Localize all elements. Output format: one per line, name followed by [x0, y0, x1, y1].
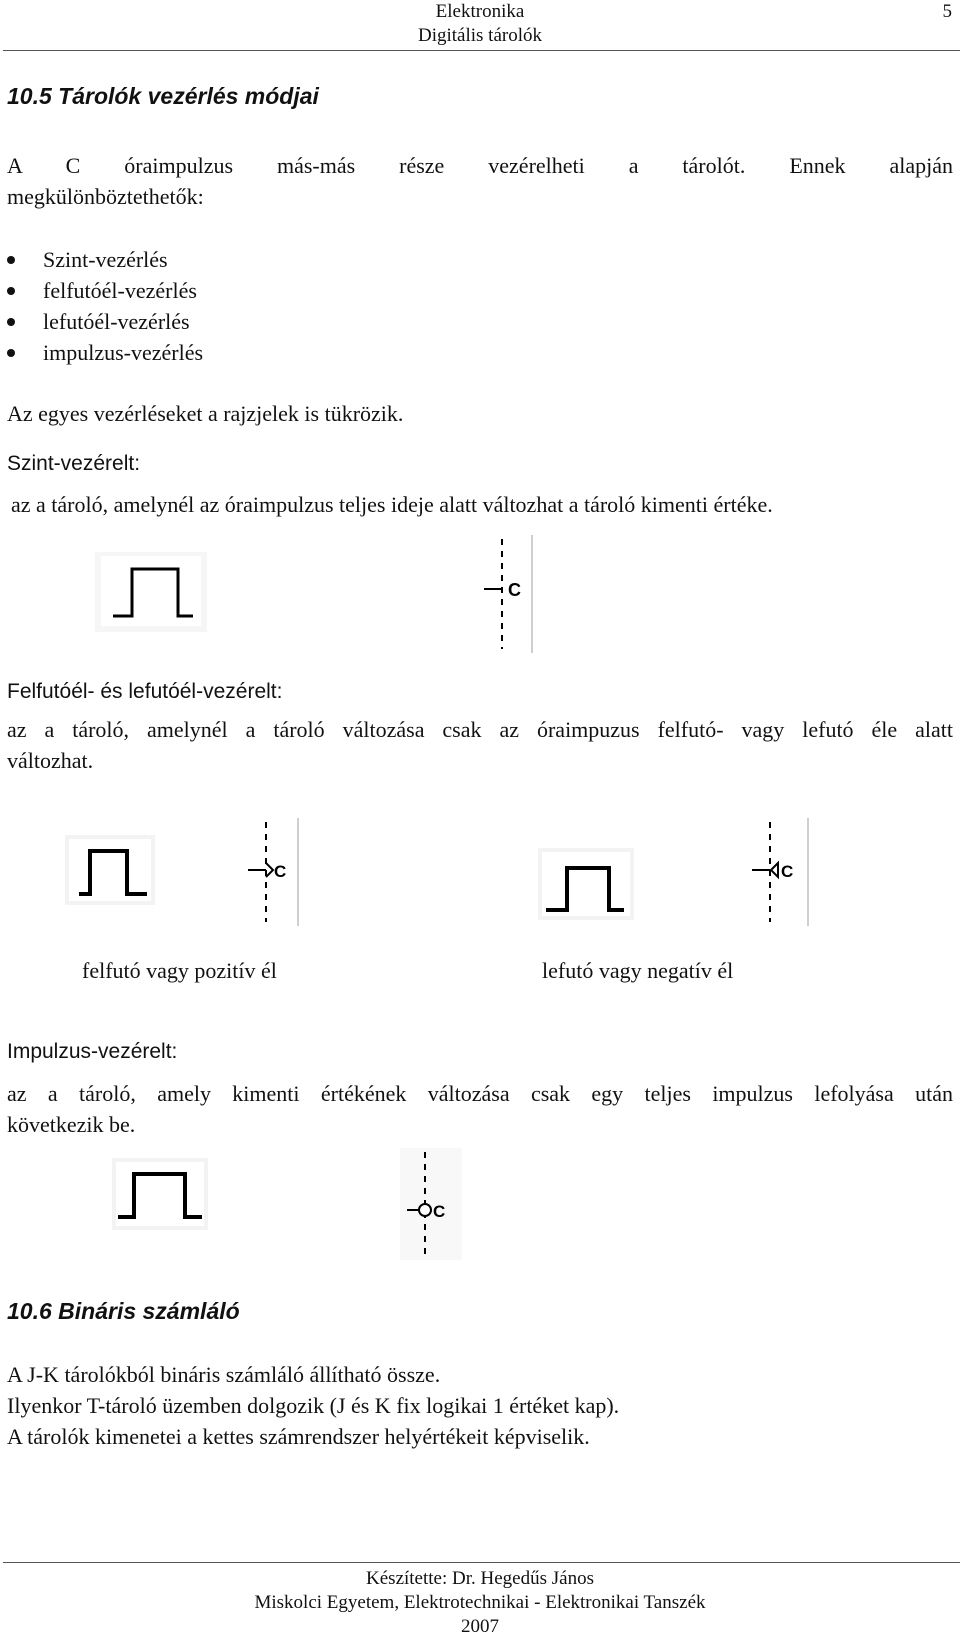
level-text: az a tároló, amelynél az óraimpulzus teljes ideje alatt változhat a tároló kimenti értéke.	[11, 492, 773, 517]
rising-edge-caption: felfutó vagy pozitív él	[82, 958, 277, 983]
counter-line-2: Ilyenkor T-tároló üzemben dolgozik (J és K fix logikai 1 értéket kap).	[7, 1393, 620, 1418]
footer-rule	[3, 1562, 960, 1563]
edge-triangle-icon	[266, 863, 273, 877]
edge-triangle-icon	[771, 863, 778, 877]
list-item	[7, 275, 203, 306]
list-item-label: lefutóél-vezérlés	[43, 309, 190, 334]
clock-label: C	[781, 862, 794, 881]
pulse-clock-symbol	[400, 1148, 466, 1260]
section-title-10-6: 10.6 Bináris számláló	[7, 1298, 240, 1324]
list-item	[7, 337, 203, 368]
figure-panel	[69, 839, 151, 901]
rising-edge-clock-symbol	[240, 818, 306, 926]
bullet-icon	[7, 318, 15, 326]
symbols-note: Az egyes vezérléseket a rajzjelek is tükrözik.	[7, 401, 404, 426]
pulse-heading: Impulzus-vezérelt:	[7, 1040, 178, 1063]
pulse-circle-icon	[419, 1204, 431, 1216]
list-item-label: impulzus-vezérlés	[43, 340, 204, 365]
header-rule	[3, 50, 960, 51]
list-item	[7, 306, 203, 337]
control-modes-list	[7, 244, 203, 368]
falling-edge-caption: lefutó vagy negatív él	[542, 958, 734, 983]
falling-edge-waveform	[538, 848, 634, 920]
header-subtitle: Digitális tárolók	[417, 25, 542, 46]
pulse-text-line-1: az a tároló, amely kimenti értékének változása csak egy teljes impulzus lefolyása után	[7, 1081, 953, 1106]
counter-line-3: A tárolók kimenetei a kettes számrendszer helyértékeit képviselik.	[7, 1424, 590, 1449]
intro-line-2: megkülönböztethetők:	[7, 184, 204, 209]
figure-panel	[542, 852, 630, 916]
falling-edge-clock-symbol	[740, 818, 816, 926]
list-item-label: felfutóél-vezérlés	[43, 278, 197, 303]
figure-background	[400, 1148, 462, 1260]
level-pulse-waveform	[95, 552, 207, 632]
edge-heading: Felfutóél- és lefutóél-vezérelt:	[7, 680, 283, 703]
pulse-text-line-2: következik be.	[7, 1112, 136, 1137]
bullet-icon	[7, 256, 15, 264]
footer-year: 2007	[461, 1616, 499, 1637]
edge-text-line-2: változhat.	[7, 748, 94, 773]
clock-label: C	[433, 1202, 446, 1221]
level-clock-symbol	[470, 535, 540, 653]
clock-label: C	[274, 862, 287, 881]
level-heading: Szint-vezérelt:	[7, 452, 141, 475]
section-title-10-5: 10.5 Tárolók vezérlés módjai	[7, 83, 319, 109]
list-item	[7, 244, 203, 275]
edge-text-line-1: az a tároló, amelynél a tároló változása csak az óraimpuzus felfutó- vagy lefutó éle alatt	[7, 717, 953, 742]
list-item-label: Szint-vezérlés	[43, 247, 168, 272]
header-title: Elektronika	[435, 1, 525, 22]
bullet-icon	[7, 287, 15, 295]
page-number: 5	[942, 1, 952, 22]
footer-author: Készítette: Dr. Hegedűs János	[366, 1568, 594, 1589]
counter-line-1: A J-K tárolókból bináris számláló állítható össze.	[7, 1362, 441, 1387]
pulse-waveform	[112, 1158, 208, 1230]
footer-institution: Miskolci Egyetem, Elektrotechnikai - Elektronikai Tanszék	[254, 1592, 706, 1613]
rising-edge-waveform	[65, 835, 155, 905]
clock-label: C	[508, 580, 521, 600]
intro-line-1: A C óraimpulzus más-más része vezérelheti a tárolót. Ennek alapján	[7, 153, 953, 178]
bullet-icon	[7, 349, 15, 357]
